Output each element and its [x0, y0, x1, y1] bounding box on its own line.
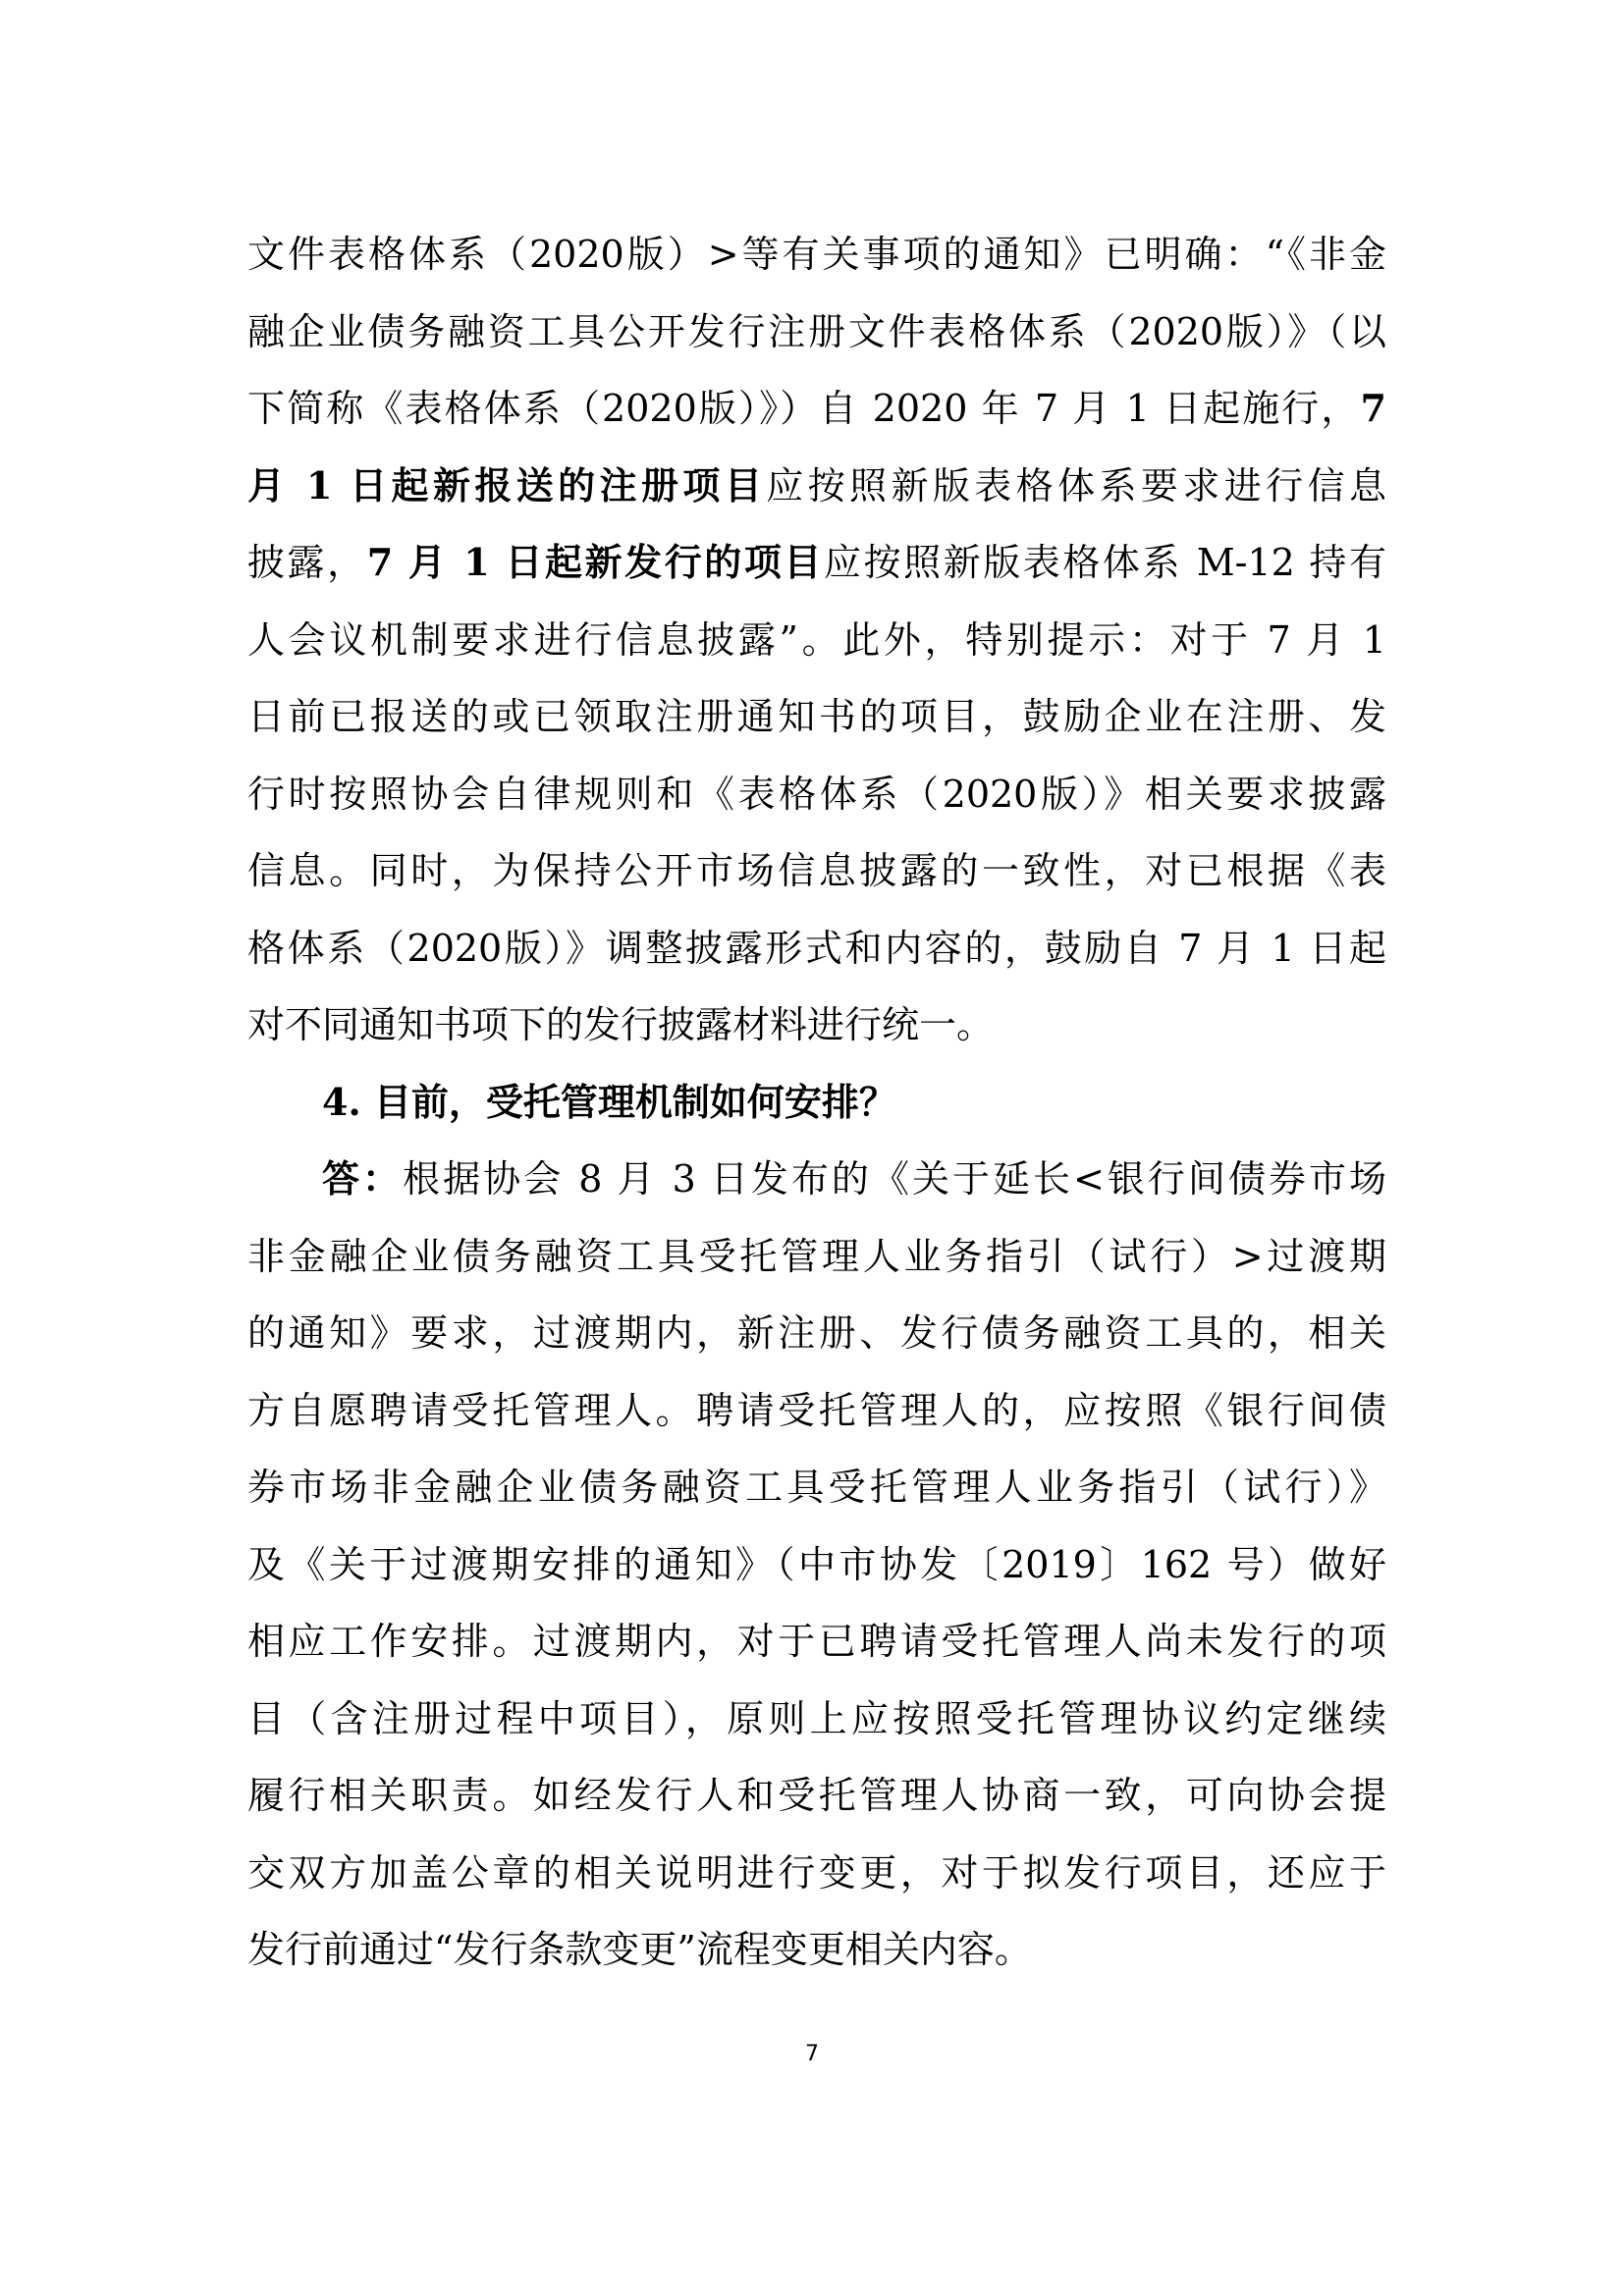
- bold-emphasis: 7: [1360, 386, 1386, 430]
- text-line: 发行前通过“发行条款变更”流程变更相关内容。: [247, 1928, 1032, 1971]
- text-line: 融企业债务融资工具公开发行注册文件表格体系（2020版）》（以: [247, 309, 1386, 353]
- bold-emphasis: 7 月 1 日起新发行的项目: [366, 540, 824, 584]
- text-line: 对不同通知书项下的发行披露材料进行统一。: [247, 1003, 995, 1046]
- question-heading: 4. 目前，受托管理机制如何安排？: [322, 1079, 896, 1124]
- text-line: 月 1 日起新报送的注册项目应按照新版表格体系要求进行信息: [247, 462, 1386, 507]
- answer-label: 答：: [322, 1156, 404, 1201]
- text-line: 相应工作安排。过渡期内，对于已聘请受托管理人尚未发行的项: [247, 1620, 1386, 1663]
- text-line: 方自愿聘请受托管理人。聘请受托管理人的，应按照《银行间债: [247, 1388, 1386, 1432]
- answer-paragraph: [247, 1141, 1386, 1989]
- text-line: 的通知》要求，过渡期内，新注册、发行债务融资工具的，相关: [247, 1311, 1386, 1355]
- paragraph-effective-date-notice: [247, 216, 1386, 1064]
- text-line: 及《关于过渡期安排的通知》（中市协发〔2019〕162 号）做好: [247, 1542, 1386, 1586]
- text-line: 下简称《表格体系（2020版）》）自 2020 年 7 月 1 日起施行，7: [247, 386, 1386, 430]
- text-line: 格体系（2020版）》调整披露形式和内容的，鼓励自 7 月 1 日起: [247, 926, 1386, 970]
- text-line: 履行相关职责。如经发行人和受托管理人协商一致，可向协会提: [247, 1774, 1386, 1817]
- text-line: 文件表格体系（2020版）>等有关事项的通知》已明确：“《非金: [247, 233, 1386, 276]
- text-line: 目（含注册过程中项目），原则上应按照受托管理协议约定继续: [247, 1696, 1386, 1740]
- bold-emphasis: 月 1 日起新报送的注册项目: [247, 462, 767, 507]
- page-number: 7: [805, 2042, 819, 2066]
- text-line: 日前已报送的或已领取注册通知书的项目，鼓励企业在注册、发: [247, 695, 1386, 738]
- text-line: 非金融企业债务融资工具受托管理人业务指引（试行）>过渡期: [247, 1234, 1386, 1278]
- text-line: 人会议机制要求进行信息披露”。此外，特别提示：对于 7 月 1: [247, 617, 1386, 662]
- text-line: 答：根据协会 8 月 3 日发布的《关于延长<银行间债券市场: [322, 1156, 1386, 1201]
- text-line: 行时按照协会自律规则和《表格体系（2020版）》相关要求披露: [247, 772, 1386, 816]
- text-line: 交双方加盖公章的相关说明进行变更，对于拟发行项目，还应于: [247, 1850, 1386, 1895]
- text-line: 披露，7 月 1 日起新发行的项目应按照新版表格体系 M-12 持有: [247, 540, 1386, 584]
- page-content: [247, 216, 1386, 1989]
- text-line: 券市场非金融企业债务融资工具受托管理人业务指引（试行）》: [247, 1466, 1386, 1509]
- text-line: 信息。同时，为保持公开市场信息披露的一致性，对已根据《表: [247, 849, 1386, 892]
